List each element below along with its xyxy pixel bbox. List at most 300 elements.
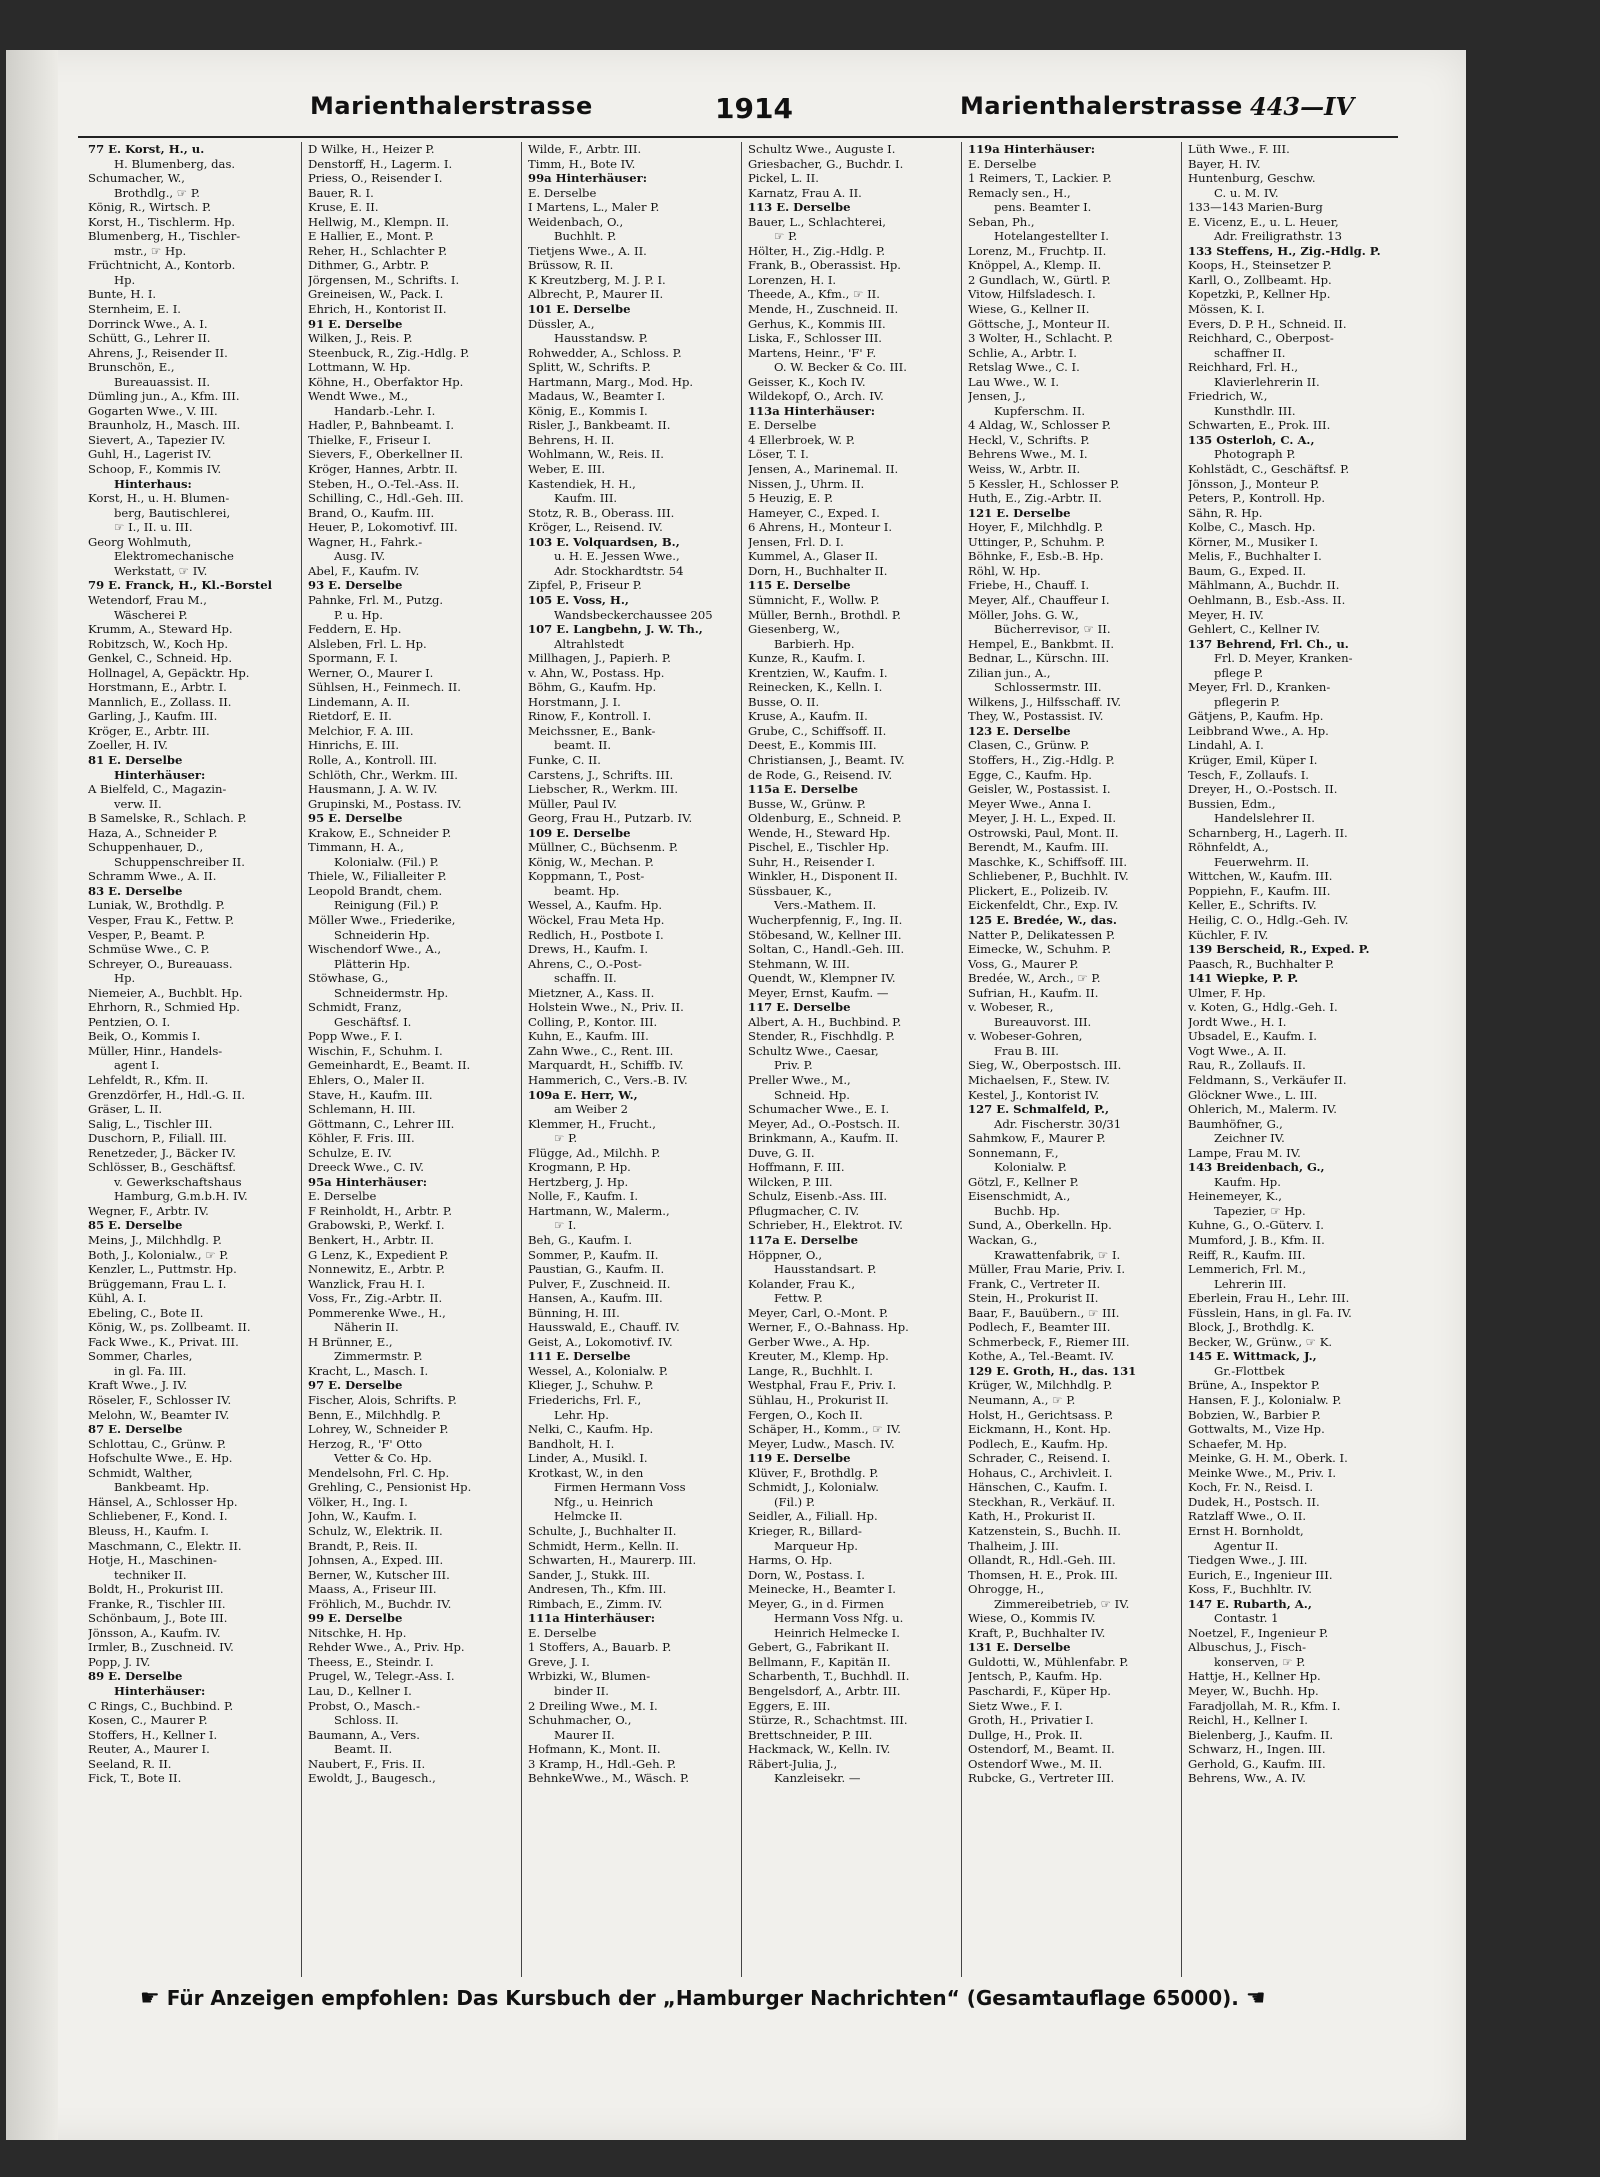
directory-entry: Meinke, G. H. M., Oberk. I. [1188,1451,1348,1466]
directory-entry: Schuppenschreiber II. [114,854,245,869]
directory-entry: Stotz, R. B., Oberass. III. [528,505,675,520]
directory-entry: ☞ I., II. u. III. [114,520,193,535]
directory-entry: Stoffers, H., Kellner I. [88,1727,218,1742]
directory-entry: 95 E. Derselbe [308,811,403,826]
directory-entry: Popp, J. IV. [88,1654,151,1669]
directory-entry: Gemeinhardt, E., Beamt. II. [308,1058,471,1073]
directory-entry: Schumacher, W., [88,171,185,186]
directory-entry: Holstein Wwe., N., Priv. II. [528,1000,684,1015]
directory-entry: Kraft, P., Buchhalter IV. [968,1625,1106,1640]
directory-entry: Löser, T. I. [748,447,809,462]
column-4 [742,142,962,1977]
directory-entry: Wilcken, P. III. [748,1174,833,1189]
directory-entry: Röseler, F., Schlosser IV. [88,1393,232,1408]
directory-entry: Oehlmann, B., Esb.-Ass. II. [1188,592,1346,607]
directory-entry: Dorrinck Wwe., A. I. [88,316,208,331]
directory-entry: Heckl, V., Schrifts. P. [968,432,1090,447]
directory-entry: Steckhan, R., Verkäuf. II. [968,1494,1116,1509]
directory-entry: Meyer, H. IV. [1188,607,1264,622]
directory-entry: Kenzler, L., Puttmstr. Hp. [88,1262,237,1277]
directory-entry: Hoffmann, F. III. [748,1160,845,1175]
directory-entry: Weidenbach, O., [528,214,624,229]
header-street-left: Marienthalerstrasse [310,92,593,120]
directory-entry: Zilian jun., A., [968,665,1051,680]
directory-entry: Kracht, L., Masch. I. [308,1363,429,1378]
directory-entry: pflege P. [1214,665,1264,680]
directory-entry: Schultz Wwe., Auguste I. [748,142,896,156]
directory-entry: Hammerich, C., Vers.-B. IV. [528,1073,688,1087]
directory-entry: Meyer, Ernst, Kaufm. — [748,985,889,1000]
directory-entry: Noetzel, F., Ingenieur P. [1188,1625,1329,1640]
directory-entry: Kolonialw. P. [994,1160,1067,1175]
directory-entry: Schrieber, H., Elektrot. IV. [748,1218,903,1233]
directory-entry: Karnatz, Frau A. II. [748,185,862,200]
directory-entry: Gätjens, P., Kaufm. Hp. [1188,709,1324,724]
directory-entry: Bellmann, F., Kapitän II. [748,1654,891,1669]
directory-entry: Retslag Wwe., C. I. [968,360,1080,375]
directory-entry: Redlich, H., Postbote I. [528,927,664,942]
directory-entry: Mendelsohn, Frl. C. Hp. [308,1465,450,1480]
directory-entry: Beh, G., Kaufm. I. [528,1233,633,1248]
directory-entry: Heilig, C. O., Hdlg.-Geh. IV. [1188,912,1349,927]
directory-entry: Paschardi, F., Küper Hp. [968,1683,1111,1698]
directory-entry: Preller Wwe., M., [748,1073,851,1087]
directory-entry: Hollnagel, A, Gepäcktr. Hp. [88,665,250,680]
directory-entry: Meinecke, H., Beamter I. [748,1582,896,1597]
directory-entry: Brüne, A., Inspektor P. [1188,1378,1320,1393]
directory-entry: Ehlers, O., Maler II. [308,1073,425,1087]
directory-entry: Böhm, G., Kaufm. Hp. [528,680,657,695]
directory-entry: 91 E. Derselbe [308,316,403,331]
directory-entry: Natter P., Delikatessen P. [968,927,1116,942]
directory-entry: Herzog, R., 'F' Otto [308,1436,423,1451]
directory-entry: Wetendorf, Frau M., [88,592,207,607]
directory-entry: Hoyer, F., Milchhdlg. P. [968,520,1104,535]
directory-entry: Hartmann, W., Malerm., [528,1203,670,1218]
directory-entry: Hausmann, J. A. W. IV. [308,782,438,797]
directory-entry: 1 Reimers, T., Lackier. P. [968,171,1112,186]
directory-entry: Hattje, H., Kellner Hp. [1188,1669,1321,1684]
directory-entry: am Weiber 2 [554,1102,629,1117]
directory-entry: Gebert, G., Fabrikant II. [748,1640,890,1655]
directory-entry: u. H. E. Jessen Wwe., [554,549,680,564]
directory-entry: Eickenfeldt, Chr., Exp. IV. [968,898,1119,913]
directory-entry: Sühlsen, H., Feinmech. II. [308,680,461,695]
directory-entry: Hausstandsart. P. [774,1262,877,1277]
directory-entry: Karll, O., Zollbeamt. Hp. [1188,272,1332,287]
directory-entry: Vers.-Mathem. II. [774,898,877,913]
directory-entry: Meyer, Ad., O.-Postsch. II. [748,1116,901,1131]
directory-entry: Friedrich, W., [1188,389,1268,404]
directory-entry: C Rings, C., Buchbind. P. [88,1698,234,1713]
directory-entry: Wegner, F., Arbtr. IV. [88,1203,209,1218]
directory-entry: Handelslehrer II. [1214,811,1315,826]
directory-entry: Kröger, E., Arbtr. III. [88,723,210,738]
directory-entry: Krawattenfabrik, ☞ I. [994,1247,1121,1262]
directory-entry: B Samelske, R., Schlach. P. [88,811,247,826]
directory-entry: 2 Dreiling Wwe., M. I. [528,1698,658,1713]
directory-entry: Reinecken, K., Kelln. I. [748,680,883,695]
directory-entry: Wrbizki, W., Blumen- [528,1669,651,1684]
directory-entry: Scharbenth, T., Buchhdl. II. [748,1669,910,1684]
directory-entry: Bauer, L., Schlachterei, [748,214,886,229]
directory-entry: Denstorff, H., Lagerm. I. [308,156,453,171]
directory-entry: O. W. Becker & Co. III. [774,360,907,375]
directory-entry: 109a E. Herr, W., [528,1087,638,1102]
directory-entry: Sufrian, H., Kaufm. II. [968,985,1099,1000]
directory-entry: 113a Hinterhäuser: [748,403,876,418]
directory-entry: Sümnicht, F., Wollw. P. [748,592,880,607]
directory-entry: Schneidermstr. Hp. [334,985,449,1000]
directory-entry: 83 E. Derselbe [88,883,183,898]
directory-entry: Stehmann, W. III. [748,956,850,971]
directory-entry: Lorenz, M., Fruchtp. II. [968,243,1107,258]
directory-entry: Horstmann, J. I. [528,694,621,709]
directory-entry: Schumacher Wwe., E. I. [748,1102,890,1117]
directory-entry: Luniak, W., Brothdlg. P. [88,898,225,913]
directory-entry: Wucherpfennig, F., Ing. II. [748,912,903,927]
directory-entry: Ollandt, R., Hdl.-Geh. III. [968,1553,1116,1568]
directory-entry: Wandsbeckerchaussee 205 [554,607,713,622]
directory-entry: Eurich, E., Ingenieur III. [1188,1567,1333,1582]
directory-entry: They, W., Postassist. IV. [968,709,1104,724]
directory-entry: 119a Hinterhäuser: [968,142,1096,156]
directory-entry: v. Koten, G., Hdlg.-Geh. I. [1188,1000,1338,1015]
directory-entry: Lindahl, A. I. [1188,738,1264,753]
directory-entry: Christiansen, J., Beamt. IV. [748,752,905,767]
directory-entry: Schulz, Eisenb.-Ass. III. [748,1189,888,1204]
directory-entry: v. Gewerkschaftshaus [114,1174,242,1189]
directory-entry: Kaufm. Hp. [1214,1174,1281,1189]
directory-entry: Müller, Bernh., Brothdl. P. [748,607,901,622]
directory-entry: Stürze, R., Schachtmst. III. [748,1713,908,1728]
directory-entry: Ebeling, C., Bote II. [88,1305,204,1320]
page-footer [140,1986,1400,2011]
directory-entry: Pischel, E., Tischler Hp. [748,840,890,855]
directory-entry: Sander, J., Stukk. III. [528,1567,650,1582]
directory-entry: Plickert, E., Polizeib. IV. [968,883,1109,898]
directory-entry: Klieger, J., Schuhw. P. [528,1378,654,1393]
directory-entry: Renetzeder, J., Bäcker IV. [88,1145,236,1160]
directory-entry: Ahrens, C., O.-Post- [528,956,642,971]
directory-entry: Behrens Wwe., M. I. [968,447,1088,462]
directory-entry: Block, J., Brothdlg. K. [1188,1320,1315,1335]
directory-entry: Zeichner IV. [1214,1131,1285,1146]
directory-entry: Nfg., u. Heinrich [554,1494,654,1509]
directory-entry: Pommerenke Wwe., H., [308,1305,446,1320]
directory-entry: Mannlich, E., Zollass. II. [88,694,232,709]
directory-entry: Frank, C., Vertreter II. [968,1276,1101,1291]
directory-entry: Hellwig, M., Klempn. II. [308,214,450,229]
directory-entry: Meyer, Ludw., Masch. IV. [748,1436,895,1451]
directory-entry: Hinterhäuser: [114,1683,206,1698]
directory-entry: Werner, F., O.-Bahnass. Hp. [748,1320,909,1335]
directory-entry: Griesbacher, G., Buchdr. I. [748,156,904,171]
directory-entry: E. Derselbe [528,1625,597,1640]
directory-entry: Seban, Ph., [968,214,1035,229]
directory-entry: 147 E. Rubarth, A., [1188,1596,1312,1611]
directory-entry: Lottmann, W. Hp. [308,360,411,375]
directory-entry: Korst, H., Tischlerm. Hp. [88,214,236,229]
directory-entry: Altrahlstedt [554,636,624,651]
directory-entry: Tesch, F., Zollaufs. I. [1188,767,1309,782]
directory-entry: Bünning, H. III. [528,1305,620,1320]
directory-entry: Grabowski, P., Werkf. I. [308,1218,445,1233]
directory-entry: Kruse, E. II. [308,200,379,215]
directory-entry: 117a E. Derselbe [748,1233,858,1248]
directory-entry: Duschorn, P., Filiall. III. [88,1131,227,1146]
directory-entry: Meichssner, E., Bank- [528,723,656,738]
directory-entry: Drews, H., Kaufm. I. [528,942,649,957]
directory-entry: Theede, A., Kfm., ☞ II. [748,287,880,302]
directory-entry: Martens, Heinr., 'F' F. [748,345,877,360]
directory-entry: Kohlstädt, C., Geschäftsf. P. [1188,462,1350,477]
directory-entry: Liebscher, R., Werkm. III. [528,782,679,797]
directory-entry: 5 Heuzig, E. P. [748,491,834,506]
directory-entry: Schütt, G., Lehrer II. [88,331,211,346]
directory-entry: Friebe, H., Chauff. I. [968,578,1090,593]
directory-entry: Huth, E., Zig.-Arbtr. II. [968,491,1102,506]
directory-entry: Behrens, H. II. [528,432,615,447]
directory-entry: Maschmann, C., Elektr. II. [88,1538,242,1553]
directory-entry: Gerhus, K., Kommis III. [748,316,886,331]
directory-entry: Seeland, R. II. [88,1756,172,1771]
directory-entry: Fack Wwe., K., Privat. III. [88,1334,239,1349]
directory-entry: Kaufm. III. [554,491,618,506]
directory-entry: Millhagen, J., Papierh. P. [528,651,671,666]
directory-entry: Hartmann, Marg., Mod. Hp. [528,374,694,389]
directory-entry: Dorn, H., Buchhalter II. [748,563,888,578]
column-3 [522,142,742,1977]
directory-entry: Wöckel, Frau Meta Hp. [528,912,665,927]
directory-entry: Risler, J., Bankbeamt. II. [528,418,671,433]
directory-entry: Bandholt, H. I. [528,1436,615,1451]
directory-entry: Jönsson, J., Monteur P. [1188,476,1320,491]
directory-entry: Meyer, Alf., Chauffeur I. [968,592,1110,607]
directory-entry: Faradjollah, M. R., Kfm. I. [1188,1698,1341,1713]
directory-entry: Reichhard, Frl. H., [1188,360,1299,375]
directory-entry: Ausg. IV. [334,549,386,564]
directory-entry: v. Ahn, W., Postass. Hp. [528,665,665,680]
directory-entry: Wessel, A., Kaufm. Hp. [528,898,663,913]
directory-entry: Berner, W., Kutscher III. [308,1567,450,1582]
directory-entry: BehnkeWwe., M., Wäsch. P. [528,1771,690,1786]
directory-entry: Kruse, A., Kaufm. II. [748,709,868,724]
directory-entry: Keller, E., Schrifts. IV. [1188,898,1317,913]
directory-entry: 137 Behrend, Frl. Ch., u. [1188,636,1349,651]
directory-entry: Ubsadel, E., Kaufm. I. [1188,1029,1317,1044]
directory-entry: Eggers, E. III. [748,1698,831,1713]
directory-entry: Remacly sen., H., [968,185,1071,200]
directory-entry: Körner, M., Musiker I. [1188,534,1319,549]
directory-entry: Fischer, Alois, Schrifts. P. [308,1393,457,1408]
directory-entry: Baumann, A., Vers. [308,1727,420,1742]
directory-entry: Blumenberg, H., Tischler- [88,229,241,244]
directory-entry: Sietz Wwe., F. I. [968,1698,1063,1713]
directory-entry: Schlottau, C., Grünw. P. [88,1436,226,1451]
directory-entry: Brandt, P., Reis. II. [308,1538,418,1553]
directory-entry: Bayer, H. IV. [1188,156,1261,171]
directory-entry: Fick, T., Bote II. [88,1771,182,1786]
directory-entry: Dorn, W., Postass. I. [748,1567,865,1582]
directory-entry: Greve, J. I. [528,1654,590,1669]
directory-entry: Sternheim, E. I. [88,302,181,317]
directory-entry: Egge, C., Kaufm. Hp. [968,767,1092,782]
directory-entry: Lehfeldt, R., Kfm. II. [88,1073,209,1087]
directory-entry: Schlöth, Chr., Werkm. III. [308,767,458,782]
directory-entry: 79 E. Franck, H., Kl.-Borstel [88,578,273,593]
directory-entry: Giesenberg, W., [748,622,840,637]
directory-entry: E Hallier, E., Mont. P. [308,229,434,244]
directory-entry: Meyer, Frl. D., Kranken- [1188,680,1331,695]
directory-entry: Friederichs, Frl. F., [528,1393,642,1408]
directory-entry: Buchb. Hp. [994,1203,1060,1218]
directory-entry: Priv. P. [774,1058,813,1073]
directory-entry: Wilken, J., Reis. P. [308,331,413,346]
directory-entry: Stave, H., Kaufm. III. [308,1087,433,1102]
directory-entry: Schaefer, M. Hp. [1188,1436,1287,1451]
directory-entry: Albrecht, P., Maurer II. [528,287,664,302]
directory-entry: 125 E. Bredée, W., das. [968,912,1117,927]
directory-entry: Berendt, M., Kaufm. III. [968,840,1109,855]
directory-entry: Schrader, C., Reisend. I. [968,1451,1111,1466]
directory-entry: Glöckner Wwe., L. III. [1188,1087,1318,1102]
directory-entry: Koss, F., Buchhltr. IV. [1188,1582,1312,1597]
directory-entry: Schulz, W., Elektrik. II. [308,1523,443,1538]
directory-entry: Hausstandsw. P. [554,331,648,346]
directory-entry: Behrens, Ww., A. IV. [1188,1771,1306,1786]
directory-entry: Bureauassist. II. [114,374,211,389]
directory-entry: Lange, R., Buchhlt. I. [748,1363,873,1378]
directory-entry: Böhnke, F., Esb.-B. Hp. [968,549,1104,564]
directory-entry: Hansen, A., Kaufm. III. [528,1291,663,1306]
directory-entry: Gottwalts, M., Vize Hp. [1188,1422,1325,1437]
directory-entry: Reuter, A., Maurer I. [88,1742,210,1757]
directory-entry: E. Derselbe [748,418,817,433]
directory-entry: Meyer, G., in d. Firmen [748,1596,884,1611]
directory-entry: 111 E. Derselbe [528,1349,631,1364]
directory-entry: 133 Steffens, H., Zig.-Hdlg. P. [1188,243,1381,258]
directory-entry: D Wilke, H., Heizer P. [308,142,435,156]
directory-entry: Frank, B., Oberassist. Hp. [748,258,901,273]
directory-entry: Krüger, Emil, Küper I. [1188,752,1318,767]
directory-entry: Geist, A., Lokomotivf. IV. [528,1334,673,1349]
directory-entry: Höppner, O., [748,1247,823,1262]
directory-entry: ☞ P. [554,1131,578,1146]
directory-entry: Handarb.-Lehr. I. [334,403,436,418]
directory-entry: Eberlein, Frau H., Lehr. III. [1188,1291,1350,1306]
directory-entry: Sievers, F., Oberkellner II. [308,447,464,462]
header-page-number: 443—IV [1250,92,1354,121]
directory-entry: Baar, F., Bauübern., ☞ III. [968,1305,1120,1320]
directory-entry: Schneiderin Hp. [334,927,430,942]
directory-entry: Lorenzen, H. I. [748,272,837,287]
directory-entry: Hadler, P., Bahnbeamt. I. [308,418,455,433]
directory-entry: Spormann, F. I. [308,651,398,666]
directory-entry: schaffn. II. [554,971,617,986]
directory-entry: ☞ P. [774,229,798,244]
directory-entry: Voss, G., Maurer P. [968,956,1079,971]
directory-entry: Melis, F., Buchhalter I. [1188,549,1322,564]
directory-entry: Braunholz, H., Masch. III. [88,418,241,433]
directory-entry: Schliebener, F., Kond. I. [88,1509,228,1524]
directory-entry: 141 Wiepke, P. P. [1188,971,1299,986]
directory-entry: Müller, Frau Marie, Priv. I. [968,1262,1126,1277]
directory-entry: Agentur II. [1214,1538,1279,1553]
directory-entry: Brettschneider, P. III. [748,1727,873,1742]
directory-entry: Katzenstein, S., Buchh. II. [968,1523,1121,1538]
directory-entry: Wäscherei P. [114,607,188,622]
directory-entry: Völker, H., Ing. I. [308,1494,408,1509]
directory-entry: H Brünner, E., [308,1334,393,1349]
directory-entry: Reichl, H., Kellner I. [1188,1713,1308,1728]
directory-entry: Krotkast, W., in den [528,1465,644,1480]
directory-entry: Brinkmann, A., Kaufm. II. [748,1131,899,1146]
directory-entry: Werkstatt, ☞ IV. [114,563,208,578]
column-2 [302,142,522,1977]
directory-entry: Lau, D., Kellner I. [308,1683,412,1698]
directory-entry: Seidler, A., Filiall. Hp. [748,1509,878,1524]
directory-entry: Groth, H., Privatier I. [968,1713,1094,1728]
directory-entry: Dudek, H., Postsch. II. [1188,1494,1320,1509]
directory-entry: Steben, H., O.-Tel.-Ass. II. [308,476,460,491]
directory-entry: I Martens, L., Maler P. [528,200,660,215]
directory-entry: Timm, H., Bote IV. [528,156,636,171]
directory-entry: Priess, O., Reisender I. [308,171,443,186]
directory-entry: Robitzsch, W., Koch Hp. [88,636,229,651]
directory-entry: Photograph P. [1214,447,1296,462]
directory-entry: 93 E. Derselbe [308,578,403,593]
pointing-hand-icon: ☛ [140,1986,160,2011]
directory-entry: Ahrens, J., Reisender II. [88,345,228,360]
directory-entry: Naubert, F., Fris. II. [308,1756,426,1771]
directory-entry: Gerber Wwe., A. Hp. [748,1334,870,1349]
directory-entry: Alsleben, Frl. L. Hp. [308,636,427,651]
directory-entry: Bengelsdorf, A., Arbtr. III. [748,1683,901,1698]
directory-entry: Albert, A. H., Buchbind. P. [748,1014,902,1029]
directory-entry: Kröger, Hannes, Arbtr. II. [308,462,458,477]
directory-entry: Benkert, H., Arbtr. II. [308,1233,434,1248]
directory-entry: Beik, O., Kommis I. [88,1029,201,1044]
directory-entry: Poppiehn, F., Kaufm. III. [1188,883,1331,898]
directory-entry: Barbierh. Hp. [774,636,855,651]
directory-entry: 101 E. Derselbe [528,302,631,317]
directory-entry: 97 E. Derselbe [308,1378,403,1393]
directory-entry: Klemmer, H., Frucht., [528,1116,656,1131]
directory-entry: Marqueur Hp. [774,1538,858,1553]
directory-entry: Plätterin Hp. [334,956,411,971]
directory-entry: Meins, J., Milchhdlg. P. [88,1233,222,1248]
directory-entry: Clasen, C., Grünw. P. [968,738,1090,753]
column-5 [962,142,1182,1977]
directory-entry: Grupinski, M., Postass. IV. [308,796,462,811]
directory-entry: 139 Berscheid, R., Exped. P. [1188,942,1370,957]
directory-entry: Rehder Wwe., A., Priv. Hp. [308,1640,465,1655]
directory-entry: Bunte, H. I. [88,287,157,302]
directory-entry: Vetter & Co. Hp. [334,1451,432,1466]
footer-ad-text: Für Anzeigen empfohlen: Das Kursbuch der „Hamburger Nachrichten“ (Gesamtauflage 65000). [166,1986,1239,2010]
directory-entry: Kühl, A. I. [88,1291,147,1306]
directory-entry: Vogt Wwe., A. II. [1188,1043,1287,1058]
directory-entry: Melchior, F. A. III. [308,723,414,738]
directory-entry: Möller Wwe., Friederike, [308,912,456,927]
directory-entry: Quendt, W., Klempner IV. [748,971,896,986]
directory-entry: Jönsson, A., Kaufm. IV. [88,1625,221,1640]
directory-entry: Hänsel, A., Schlosser Hp. [88,1494,238,1509]
directory-entry: G Lenz, K., Expedient P. [308,1247,449,1262]
header-rule [78,136,1398,138]
directory-entry: Rimbach, E., Zimm. IV. [528,1596,663,1611]
